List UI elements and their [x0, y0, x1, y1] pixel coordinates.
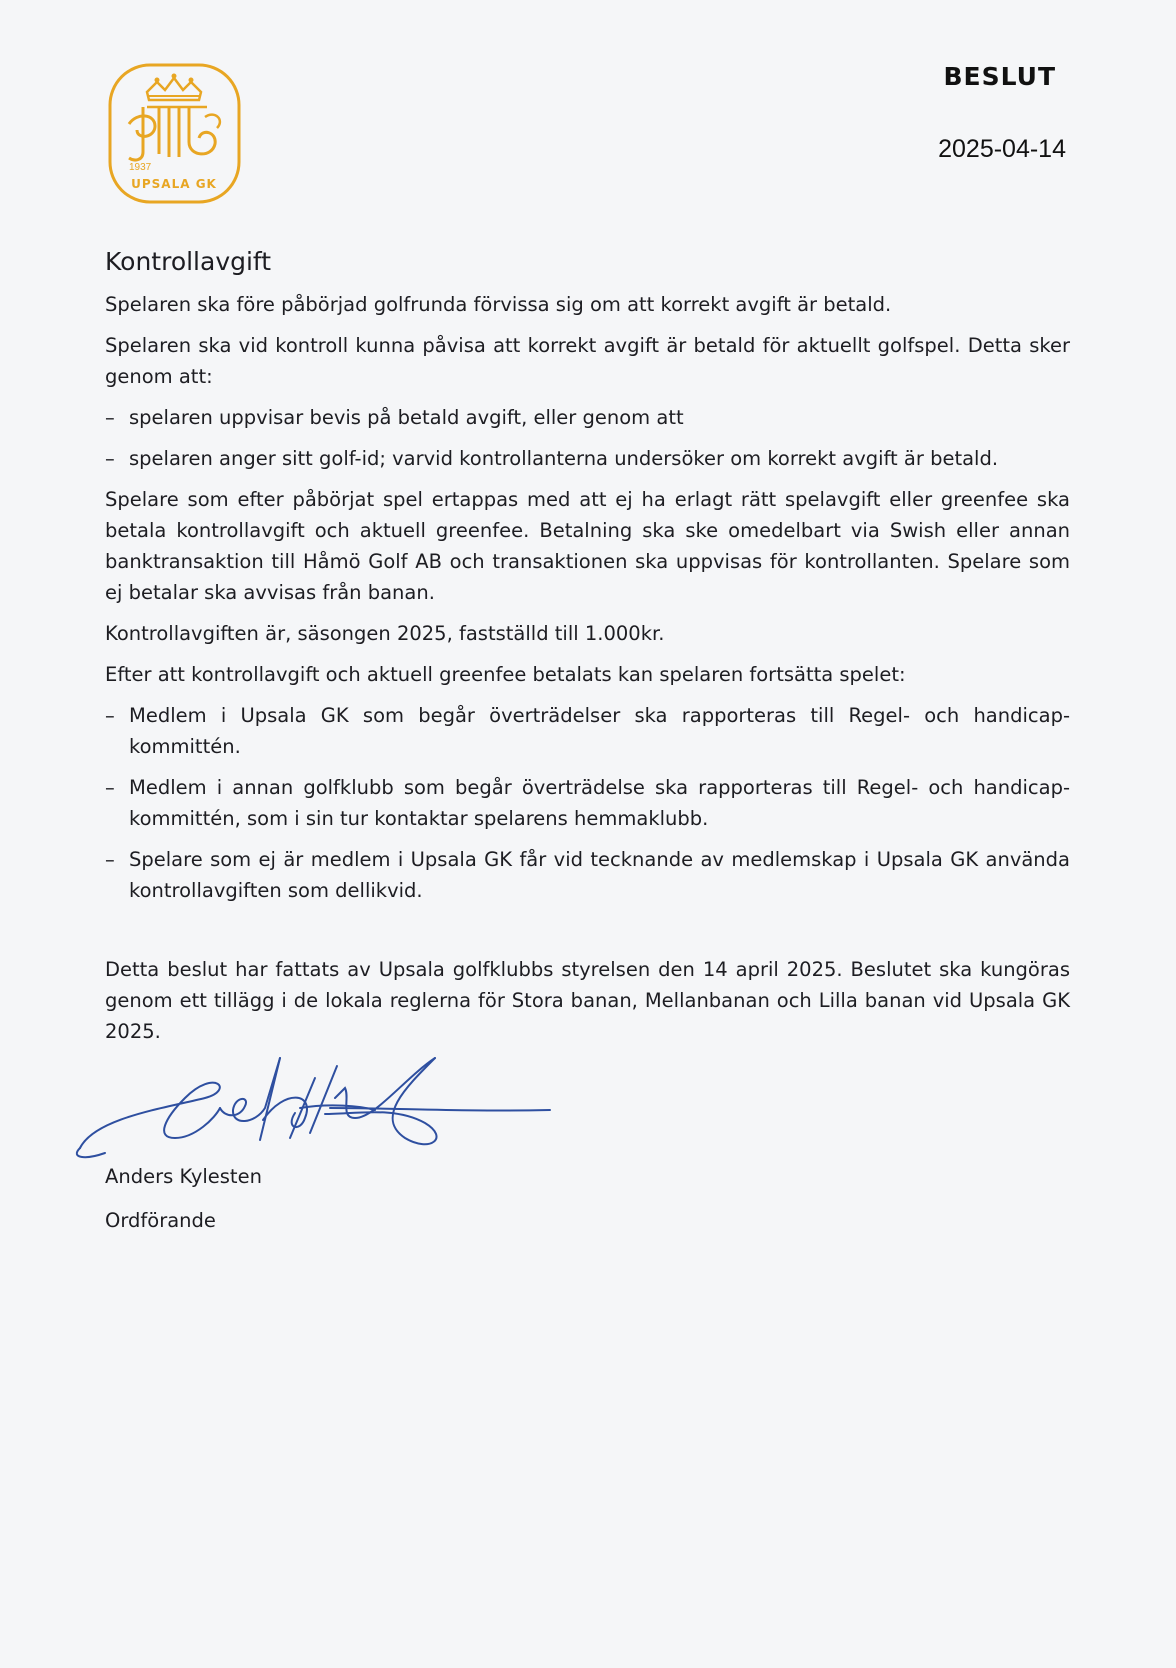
club-crest-icon [107, 62, 242, 205]
paragraph-4: Kontrollavgiften är, säsongen 2025, fastställd till 1.000kr. [105, 622, 665, 645]
logo-year: 1937 [129, 162, 152, 173]
dash-bullet: – [105, 406, 115, 429]
paragraph-3: Spelare som efter påbörjat spel ertappas med att ej ha erlagt rätt spelavgift eller greenfee ska betala kontrollavgift och aktuell greenfee. Betalning ska ske omedelbart via Swish eller annan banktransaktion till Håmö Golf AB och transaktionen ska uppvisas för kontrollanten. Spelare som ej betalar ska avvisas från banan. [105, 488, 1070, 604]
list-item-text: Medlem i Upsala GK som begår överträdelser ska rapporteras till Regel- och handicap-kommittén. [129, 704, 1070, 758]
paragraph-1: Spelaren ska före påbörjad golfrunda förvissa sig om att korrekt avgift är betald. [105, 293, 892, 316]
document-type: BESLUT [943, 62, 1056, 91]
dash-bullet: – [105, 848, 115, 871]
document-date: 2025-04-14 [938, 135, 1066, 163]
list-item [105, 402, 1070, 433]
proof-list [105, 402, 1070, 474]
paragraph-5: Efter att kontrollavgift och aktuell greenfee betalats kan spelaren fortsätta spelet: [105, 663, 906, 686]
signer-name: Anders Kylesten [105, 1165, 262, 1188]
document-body [105, 245, 1070, 1057]
dash-bullet: – [105, 447, 115, 470]
list-item-text: Medlem i annan golfklubb som begår överträdelse ska rapporteras till Regel- och handicap-kommittén, som i sin tur kontaktar spelarens hemmaklubb. [129, 776, 1070, 830]
list-item [105, 772, 1070, 834]
logo-name: UPSALA GK [131, 177, 217, 191]
list-item [105, 844, 1070, 906]
list-item-text: spelaren uppvisar bevis på betald avgift, eller genom att [129, 406, 684, 429]
signer-role: Ordförande [105, 1209, 216, 1232]
signer-block [105, 1155, 262, 1243]
dash-bullet: – [105, 704, 115, 727]
list-item-text: spelaren anger sitt golf-id; varvid kontrollanterna undersöker om korrekt avgift är betald. [129, 447, 999, 470]
consequence-list [105, 700, 1070, 906]
handwritten-signature [75, 1048, 555, 1168]
dash-bullet: – [105, 776, 115, 799]
paragraph-2: Spelaren ska vid kontroll kunna påvisa att korrekt avgift är betald för aktuellt golfspel. Detta sker genom att: [105, 334, 1070, 388]
list-item-text: Spelare som ej är medlem i Upsala GK får vid tecknande av medlemskap i Upsala GK använda kontrollavgiften som dellikvid. [129, 848, 1070, 902]
list-item [105, 700, 1070, 762]
list-item [105, 443, 1070, 474]
page-title: Kontrollavgift [105, 247, 272, 276]
decision-paragraph: Detta beslut har fattats av Upsala golfklubbs styrelsen den 14 april 2025. Beslutet ska kungöras genom ett tillägg i de lokala reglerna för Stora banan, Mellanbanan och Lilla banan vid Upsala GK 2025. [105, 958, 1070, 1043]
